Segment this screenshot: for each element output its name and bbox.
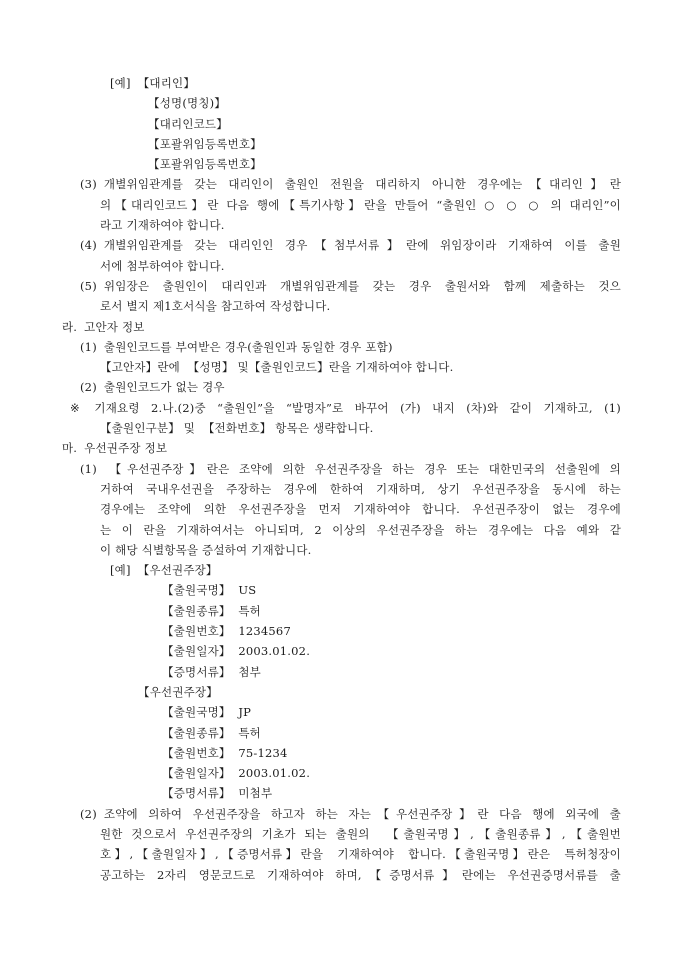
line-text: 【출원종류】 특허 (162, 603, 261, 618)
line-text: 서에 첨부하여야 합니다. (100, 258, 225, 273)
line-marker: (2) (80, 380, 97, 395)
line-text: 거하여 국내우선권을 주장하는 경우에 한하여 기재하며, 상기 우선권주장을 동시에 하는 (100, 481, 621, 496)
line-marker: [예] (110, 76, 131, 90)
line-text: 【출원일자】 2003.01.02. (162, 766, 311, 781)
doc-line (0, 317, 680, 337)
line-text: 원한 것으로서 우선권주장의 기초가 되는 출원의 【출원국명】,【출원종류】,【출원번 (100, 826, 621, 841)
line-text: 이 해당 식별항목을 증설하여 기재합니다. (100, 542, 312, 557)
line-text: 【출원국명】 US (162, 583, 257, 598)
doc-line (0, 418, 680, 438)
line-text: 【포괄위임등록번호】 (148, 157, 262, 172)
doc-line (0, 865, 680, 885)
doc-line (0, 134, 680, 154)
doc-line (0, 580, 680, 600)
line-text: 로서 별지 제1호서식을 참고하여 작성합니다. (100, 299, 331, 314)
line-text: 【우선권주장】 (137, 563, 218, 578)
line-text: 【증명서류】 첨부 (162, 664, 261, 679)
line-text: 【출원국명】 JP (162, 705, 252, 720)
doc-line (0, 499, 680, 519)
line-marker: (1) (80, 461, 97, 476)
line-text: 출원인코드가 없는 경우 (103, 380, 225, 395)
line-marker: (1) (80, 339, 97, 354)
line-text: 【우선권주장】 (138, 684, 218, 699)
doc-line (0, 377, 680, 397)
doc-line (0, 195, 680, 215)
line-marker: 라. (62, 319, 78, 334)
line-text: 【성명(명칭)】 (148, 96, 227, 111)
line-text: 개별위임관계를 갖는 대리인이 출원인 전원을 대리하지 아니한 경우에는【대리인】란 (103, 177, 621, 192)
doc-line (0, 520, 680, 540)
doc-line (0, 662, 680, 682)
line-text: 개별위임관계를 갖는 대리인인 경우【첨부서류】란에 위임장이라 기재하여 이를 출원 (103, 238, 621, 253)
doc-line (0, 256, 680, 276)
line-text: 【출원인구분】 및 【전화번호】 항목은 생략합니다. (100, 421, 374, 436)
line-text: 【출원일자】 2003.01.02. (162, 644, 311, 659)
line-text: 【우선권주장】란은 조약에 의한 우선권주장을 하는 경우 또는 대한민국의 선출원에 의 (103, 461, 621, 476)
doc-line (0, 438, 680, 458)
line-text: 경우에는 조약에 의한 우선권주장을 먼저 기재하여야 합니다. 우선권주장이 없는 경우에 (100, 502, 621, 517)
line-text: 【출원번호】 1234567 (162, 624, 291, 639)
doc-line (0, 357, 680, 377)
doc-line (0, 641, 680, 661)
doc-line (0, 215, 680, 235)
doc-line (0, 560, 680, 580)
doc-line (0, 540, 680, 560)
line-text: 호】,【출원일자】,【증명서류】란을 기재하여야 합니다.【출원국명】란은 특허청장이 (100, 847, 621, 862)
line-text: 는 이 란을 기재하여서는 아니되며, 2 이상의 우선권주장을 하는 경우에는 다음 예와 같 (100, 522, 621, 537)
line-marker: [예] (110, 563, 131, 578)
line-text: 고안자 정보 (84, 319, 145, 334)
line-text: 출원인코드를 부여받은 경우(출원인과 동일한 경우 포함) (103, 339, 393, 354)
doc-line (0, 723, 680, 743)
doc-line (0, 276, 680, 296)
line-text: 【증명서류】 미첨부 (162, 786, 273, 801)
doc-line (0, 479, 680, 499)
doc-line (0, 601, 680, 621)
doc-line (0, 621, 680, 641)
line-text: 조약에 의하여 우선권주장을 하고자 하는 자는【우선권주장】란 다음 행에 외국에 출 (103, 806, 621, 821)
doc-line (0, 296, 680, 316)
doc-line (0, 73, 680, 93)
doc-line (0, 93, 680, 113)
line-marker: (5) (80, 278, 97, 293)
line-marker: (2) (80, 806, 97, 821)
line-text: 위임장은 출원인이 대리인과 개별위임관계를 갖는 경우 출원서와 함께 제출하는 것으 (103, 278, 621, 293)
line-text: 【출원번호】 75-1234 (162, 745, 288, 760)
line-marker: ※ (70, 400, 88, 415)
doc-line (0, 459, 680, 479)
doc-line (0, 804, 680, 824)
doc-line (0, 114, 680, 134)
doc-line (0, 783, 680, 803)
line-text: 공고하는 2자리 영문코드로 기재하여야 하며,【증명서류】란에는 우선권증명서류를 출 (100, 867, 621, 882)
doc-line (0, 763, 680, 783)
doc-line (0, 743, 680, 763)
doc-line (0, 398, 680, 418)
line-text: 라고 기재하여야 합니다. (100, 218, 225, 233)
doc-line (0, 844, 680, 864)
line-text: 【출원종류】 특허 (162, 725, 261, 740)
line-text: 【고안자】란에 【성명】 및【출원인코드】란을 기재하여야 합니다. (100, 360, 454, 375)
line-text: 의【대리인코드】란 다음 행에【특기사항】란을 만들어 “출원인 ○ ○ ○ 의 대리인”이 (100, 197, 621, 212)
line-marker: (4) (80, 238, 97, 253)
doc-line (0, 337, 680, 357)
doc-line (0, 154, 680, 174)
doc-line (0, 682, 680, 702)
line-text: 【대리인코드】 (148, 116, 228, 131)
line-marker: (3) (80, 177, 97, 192)
line-text: 우선권주장 정보 (84, 441, 168, 456)
document-body (0, 73, 680, 885)
line-text: 기재요령 2.나.(2)중 “출원인”을 “발명자”로 바꾸어 (가) 내지 (차)와 같이 기재하고, (1) (94, 400, 621, 415)
doc-line (0, 702, 680, 722)
doc-line (0, 174, 680, 194)
line-marker: 마. (62, 441, 78, 456)
line-text: 【포괄위임등록번호】 (148, 136, 262, 151)
doc-line (0, 824, 680, 844)
line-text: 【대리인】 (137, 76, 196, 90)
doc-line (0, 235, 680, 255)
